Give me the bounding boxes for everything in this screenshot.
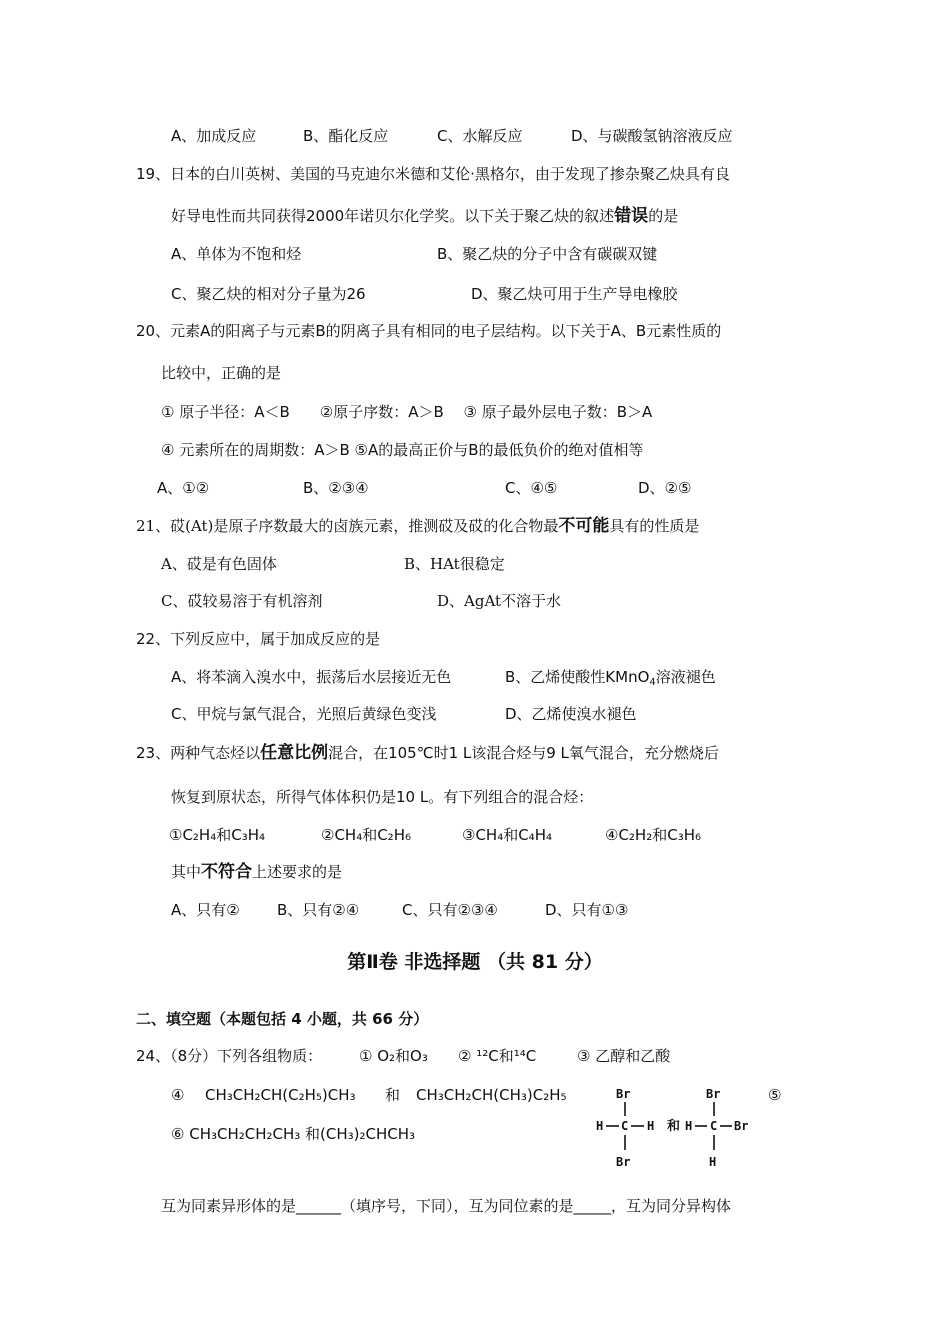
q20-option-c: C、④⑤ [505, 479, 558, 497]
q18-option-a: A、加成反应 [171, 127, 257, 145]
q24-group-6: ⑥ CH₃CH₂CH₂CH₃ 和(CH₃)₂CHCH₃ [171, 1125, 416, 1143]
q19-stem-end: 的是 [648, 207, 679, 225]
q18-option-c: C、水解反应 [437, 127, 523, 145]
section2-heading: 二、填空题（本题包括 4 小题，共 66 分） [136, 1010, 429, 1028]
atom-h-left: H [596, 1119, 604, 1133]
q20-stem-line1: 20、元素A的阳离子与元素B的阴离子具有相同的电子层结构。以下关于A、B元素性质的 [136, 322, 722, 340]
q19-emphasis: 错误 [614, 206, 649, 226]
atom-h-left-of-right: H [685, 1119, 693, 1133]
q20-option-b: B、②③④ [303, 479, 369, 497]
structure-right [685, 1087, 748, 1169]
q19-option-d: D、聚乙炔可用于生产导电橡胶 [471, 285, 678, 303]
structure-left [596, 1087, 654, 1169]
q22-option-d: D、乙烯使溴水褪色 [505, 705, 637, 723]
q24-group-4-and: 和 [385, 1086, 401, 1104]
atom-c-right: C [710, 1119, 718, 1133]
q23-combo-3: ③CH₄和C₄H₄ [462, 826, 552, 844]
q22-option-b-subscript: 4 [649, 677, 656, 688]
q21-stem [136, 516, 699, 536]
q23-option-c: C、只有②③④ [402, 901, 498, 919]
q19-option-a: A、单体为不饱和烃 [171, 245, 302, 263]
q24-group-4-number: ④ [171, 1086, 185, 1104]
q23-stem-line4 [171, 862, 342, 882]
q22-option-a: A、将苯滴入溴水中，振荡后水层接近无色 [171, 668, 452, 686]
q23-stem-line1 [136, 743, 719, 763]
q23-line4-end: 上述要求的是 [252, 863, 343, 881]
q20-statements-2: ④ 元素所在的周期数：A＞B ⑤A的最高正价与B的最低负价的绝对值相等 [161, 441, 644, 459]
q24-group-2: ② ¹²C和¹⁴C [458, 1047, 537, 1065]
q23-option-a: A、只有② [171, 901, 240, 919]
q22-option-b [505, 667, 716, 693]
q24-prefix: 24、（8分）下列各组物质： [136, 1047, 323, 1065]
q22-stem: 22、下列反应中，属于加成反应的是 [136, 630, 381, 648]
q23-stem-text: 23、两种气态烃以 [136, 744, 261, 762]
q23-stem-end: 混合，在105℃时1 L该混合烃与9 L氧气混合，充分燃烧后 [328, 744, 719, 762]
atom-c-left: C [621, 1119, 629, 1133]
atom-br-bottom-left: Br [616, 1155, 631, 1169]
q21-option-a: A、砹是有色固体 [161, 555, 277, 573]
atom-br-right: Br [734, 1119, 749, 1133]
q19-stem-text: 好导电性而共同获得2000年诺贝尔化学奖。以下关于聚乙炔的叙述 [171, 207, 615, 225]
q20-option-d: D、②⑤ [638, 479, 692, 497]
q19-option-b: B、聚乙炔的分子中含有碳碳双键 [437, 245, 658, 263]
q23-combo-2: ②CH₄和C₂H₆ [321, 826, 411, 844]
q20-stem-line2: 比较中，正确的是 [161, 364, 282, 382]
q23-line4-emphasis: 不符合 [201, 862, 253, 882]
q23-emphasis: 任意比例 [260, 743, 329, 763]
atom-br-top-right: Br [706, 1087, 721, 1101]
q21-option-c: C、砹较易溶于有机溶剂 [161, 592, 323, 610]
q20-option-a: A、①② [157, 479, 210, 497]
q19-option-c: C、聚乙炔的相对分子量为26 [171, 285, 366, 303]
q23-option-b: B、只有②④ [277, 901, 360, 919]
q22-option-b-end: 溶液褪色 [655, 668, 716, 686]
q24-fill-in-line: 互为同素异形体的是______（填序号，下同），互为同位素的是_____，互为同分异构体 [161, 1197, 732, 1215]
q23-line4-text: 其中 [171, 863, 202, 881]
atom-h-right-of-left: H [647, 1119, 655, 1133]
q23-combo-1: ①C₂H₄和C₃H₄ [169, 826, 266, 844]
q24-group-1: ① O₂和O₃ [359, 1047, 428, 1065]
atom-h-bottom-right: H [709, 1155, 717, 1169]
q21-stem-text: 21、砹(At)是原子序数最大的卤族元素，推测砹及砹的化合物最 [136, 517, 559, 535]
q21-stem-end: 具有的性质是 [609, 517, 700, 535]
q21-emphasis: 不可能 [558, 516, 610, 536]
q23-stem-line2: 恢复到原状态，所得气体体积仍是10 L。有下列组合的混合烃： [171, 788, 594, 806]
q23-combo-4: ④C₂H₂和C₃H₆ [605, 826, 702, 844]
part2-title: 第Ⅱ卷 非选择题 （共 81 分） [347, 951, 603, 973]
q18-option-d: D、与碳酸氢钠溶液反应 [571, 127, 733, 145]
q24-group-5-number: ⑤ [768, 1086, 782, 1104]
q24-group-3: ③ 乙醇和乙酸 [577, 1047, 671, 1065]
atom-br-top-left: Br [616, 1087, 631, 1101]
q20-statements-1: ① 原子半径：A＜B ②原子序数：A＞B ③ 原子最外层电子数：B＞A [161, 403, 653, 421]
q24-group-4-b: CH₃CH₂CH(CH₃)C₂H₅ [416, 1086, 567, 1104]
q19-stem-line1: 19、日本的白川英树、美国的马克迪尔米德和艾伦·黑格尔，由于发现了掺杂聚乙炔具有良 [136, 165, 730, 183]
q24-group-4-a: CH₃CH₂CH(C₂H₅)CH₃ [205, 1086, 356, 1104]
q21-option-b: B、HAt很稳定 [404, 555, 505, 573]
q18-option-b: B、酯化反应 [303, 127, 389, 145]
q22-option-c: C、甲烷与氯气混合，光照后黄绿色变浅 [171, 705, 437, 723]
q21-option-d: D、AgAt不溶于水 [437, 592, 562, 610]
q19-stem-line2 [171, 206, 678, 226]
q22-option-b-text: B、乙烯使酸性KMnO [505, 668, 650, 686]
structure-and: 和 [667, 1119, 681, 1134]
dibromomethane-structures [590, 1082, 760, 1174]
q23-option-d: D、只有①③ [545, 901, 629, 919]
